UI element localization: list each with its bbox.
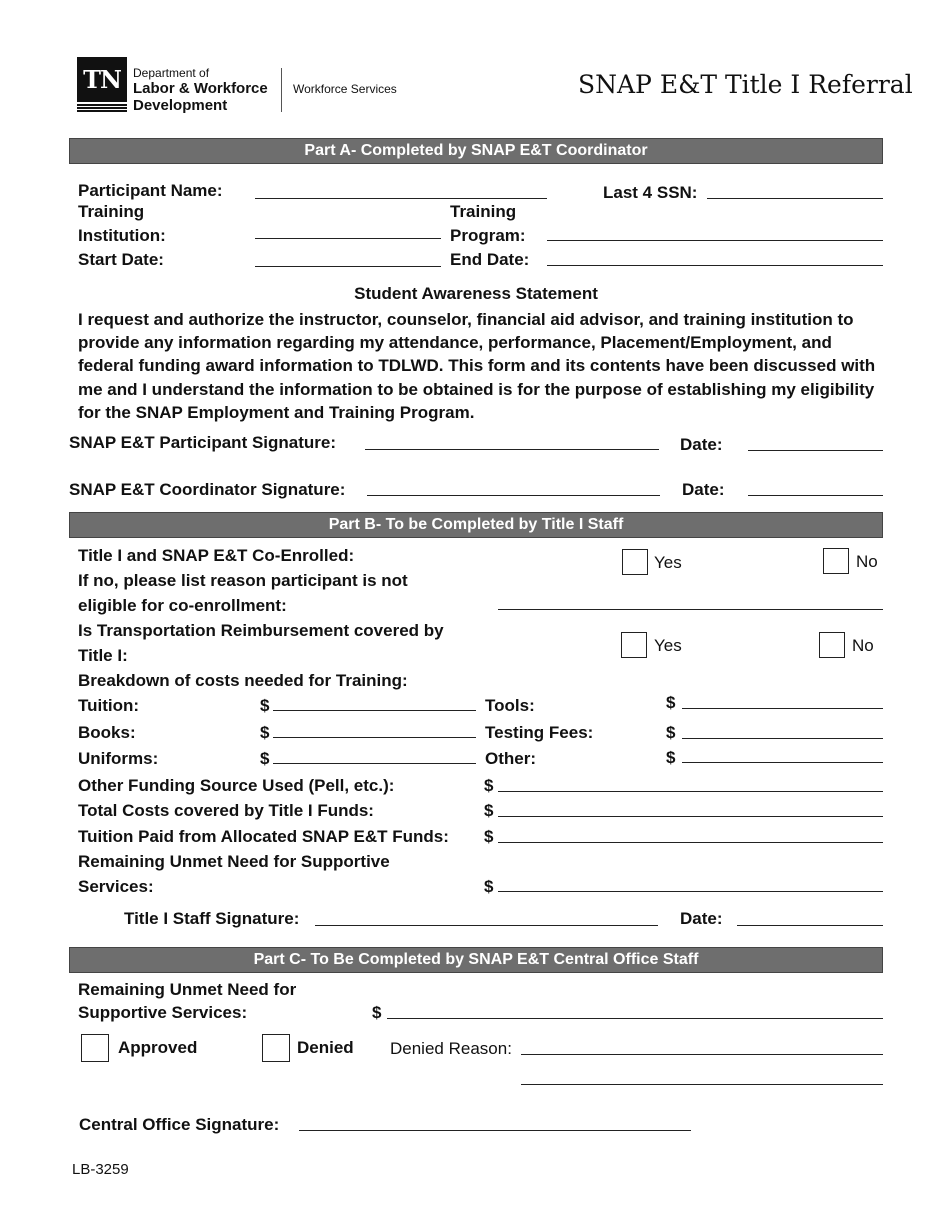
dept-line-2: Labor & Workforce xyxy=(133,80,268,97)
other-funding-field[interactable] xyxy=(498,791,883,792)
training-institution-label-1: Training xyxy=(78,202,145,221)
total-costs-field[interactable] xyxy=(498,816,883,817)
logo-stripes xyxy=(77,104,127,112)
tuition-paid-label: Tuition Paid from Allocated SNAP E&T Funds: xyxy=(78,827,449,846)
last4-ssn-field[interactable] xyxy=(707,198,883,199)
end-date-field[interactable] xyxy=(547,265,883,266)
last4-ssn-label: Last 4 SSN: xyxy=(603,183,698,202)
tuition-field[interactable] xyxy=(273,710,476,711)
c-remaining-need-label-1: Remaining Unmet Need for xyxy=(78,980,297,999)
remaining-need-label-1: Remaining Unmet Need for Supportive xyxy=(78,852,390,871)
participant-date-field[interactable] xyxy=(748,450,883,451)
transport-yes-label: Yes xyxy=(654,636,682,655)
denied-reason-field-2[interactable] xyxy=(521,1084,883,1085)
staff-signature-field[interactable] xyxy=(315,925,658,926)
coenrolled-yes-label: Yes xyxy=(654,553,682,572)
tools-field[interactable] xyxy=(682,708,883,709)
end-date-label: End Date: xyxy=(450,250,530,269)
denied-checkbox[interactable] xyxy=(262,1034,290,1062)
tn-logo: TN xyxy=(77,57,127,102)
books-field[interactable] xyxy=(273,737,476,738)
uniforms-currency: $ xyxy=(260,749,270,768)
books-label: Books: xyxy=(78,723,136,742)
c-remaining-need-label-2: Supportive Services: xyxy=(78,1003,248,1022)
remaining-need-field[interactable] xyxy=(498,891,883,892)
testing-fees-field[interactable] xyxy=(682,738,883,739)
staff-signature-label: Title I Staff Signature: xyxy=(124,909,300,928)
document-title: SNAP E&T Title I Referral xyxy=(578,70,913,99)
transport-yes-checkbox[interactable] xyxy=(621,632,647,658)
header-divider xyxy=(281,68,282,112)
c-remaining-need-field[interactable] xyxy=(387,1018,883,1019)
training-program-field[interactable] xyxy=(547,240,883,241)
participant-signature-label: SNAP E&T Participant Signature: xyxy=(69,433,337,452)
staff-date-field[interactable] xyxy=(737,925,883,926)
if-no-label-1: If no, please list reason participant is not xyxy=(78,571,408,590)
statement-heading: Student Awareness Statement xyxy=(354,284,598,303)
participant-date-label: Date: xyxy=(680,435,723,454)
tools-label: Tools: xyxy=(485,696,535,715)
other-label: Other: xyxy=(485,749,536,768)
coordinator-signature-field[interactable] xyxy=(367,495,660,496)
coenrolled-label: Title I and SNAP E&T Co-Enrolled: xyxy=(78,546,355,565)
training-program-label-1: Training xyxy=(450,202,517,221)
training-institution-field[interactable] xyxy=(255,238,441,239)
awareness-statement: I request and authorize the instructor, counselor, financial aid advisor, and training institution to provide any information regarding my attendance, performance, Placement/Employment, and federal funding award information to TDLWD. This form and its contents have been discussed with me and I understand the information to be obtained is for the purpose of establishing my eligibility for the SNAP Employment and Training Program. xyxy=(78,310,876,422)
approved-label: Approved xyxy=(118,1038,198,1057)
uniforms-field[interactable] xyxy=(273,763,476,764)
coordinator-signature-label: SNAP E&T Coordinator Signature: xyxy=(69,480,346,499)
remaining-need-label-2: Services: xyxy=(78,877,154,896)
transport-label-1: Is Transportation Reimbursement covered by xyxy=(78,621,444,640)
participant-name-label: Participant Name: xyxy=(78,181,223,200)
part-c-heading: Part C- To Be Completed by SNAP E&T Central Office Staff xyxy=(69,947,883,973)
participant-signature-field[interactable] xyxy=(365,449,659,450)
coenrolled-no-label: No xyxy=(856,552,878,571)
start-date-field[interactable] xyxy=(255,266,441,267)
part-b-heading: Part B- To be Completed by Title I Staff xyxy=(69,512,883,538)
total-costs-currency: $ xyxy=(484,801,494,820)
denied-label: Denied xyxy=(297,1038,354,1057)
dept-line-1: Department of xyxy=(133,66,210,80)
tuition-label: Tuition: xyxy=(78,696,140,715)
transport-no-checkbox[interactable] xyxy=(819,632,845,658)
denied-reason-field[interactable] xyxy=(521,1054,883,1055)
coenrolled-no-checkbox[interactable] xyxy=(823,548,849,574)
testing-fees-currency: $ xyxy=(666,723,676,742)
start-date-label: Start Date: xyxy=(78,250,164,269)
tuition-currency: $ xyxy=(260,696,270,715)
breakdown-label: Breakdown of costs needed for Training: xyxy=(78,671,408,690)
dept-line-3: Development xyxy=(133,97,228,114)
approved-checkbox[interactable] xyxy=(81,1034,109,1062)
central-signature-label: Central Office Signature: xyxy=(79,1115,280,1134)
coenrollment-reason-field[interactable] xyxy=(498,609,883,610)
training-institution-label-2: Institution: xyxy=(78,226,166,245)
coordinator-date-field[interactable] xyxy=(748,495,883,496)
other-funding-label: Other Funding Source Used (Pell, etc.): xyxy=(78,776,395,795)
total-costs-label: Total Costs covered by Title I Funds: xyxy=(78,801,374,820)
remaining-need-currency: $ xyxy=(484,877,494,896)
coenrolled-yes-checkbox[interactable] xyxy=(622,549,648,575)
form-number: LB-3259 xyxy=(72,1161,129,1178)
c-remaining-need-currency: $ xyxy=(372,1003,382,1022)
testing-fees-label: Testing Fees: xyxy=(485,723,594,742)
other-currency: $ xyxy=(666,748,676,767)
other-field[interactable] xyxy=(682,762,883,763)
transport-label-2: Title I: xyxy=(78,646,128,665)
department-name xyxy=(133,66,268,114)
division-name: Workforce Services xyxy=(293,82,397,96)
other-funding-currency: $ xyxy=(484,776,494,795)
participant-name-field[interactable] xyxy=(255,198,547,199)
coordinator-date-label: Date: xyxy=(682,480,725,499)
tools-currency: $ xyxy=(666,693,676,712)
part-a-heading: Part A- Completed by SNAP E&T Coordinator xyxy=(69,138,883,164)
if-no-label-2: eligible for co-enrollment: xyxy=(78,596,287,615)
tuition-paid-field[interactable] xyxy=(498,842,883,843)
tuition-paid-currency: $ xyxy=(484,827,494,846)
uniforms-label: Uniforms: xyxy=(78,749,159,768)
books-currency: $ xyxy=(260,723,270,742)
staff-date-label: Date: xyxy=(680,909,723,928)
central-signature-field[interactable] xyxy=(299,1130,691,1131)
transport-no-label: No xyxy=(852,636,874,655)
training-program-label-2: Program: xyxy=(450,226,526,245)
denied-reason-label: Denied Reason: xyxy=(390,1039,512,1058)
